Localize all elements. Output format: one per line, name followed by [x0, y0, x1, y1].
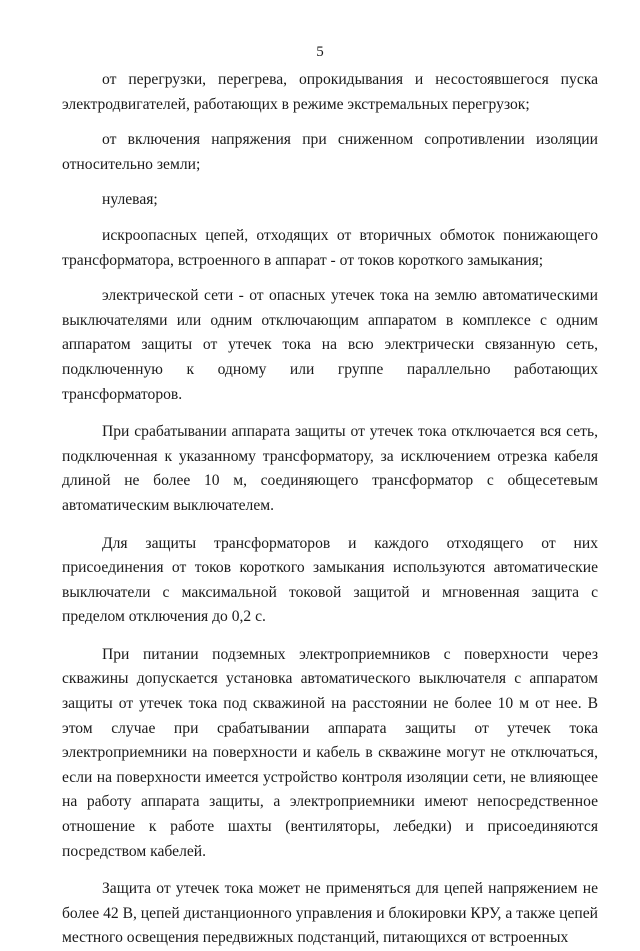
- paragraph-zero-protection: нулевая;: [102, 191, 158, 209]
- paragraph-overload-protection: от перегрузки, перегрева, опрокидывания и несостоявшегося пуска электродвигателей, работающих в режиме экстремальных перегрузок;: [62, 71, 598, 113]
- paragraph-network-disconnect: При срабатывании аппарата защиты от утечек тока отключается вся сеть, подключенная к указанному трансформатору, за исключением отрезка кабеля длиной не более 10 м, соединяющего трансформатор с общесетевым автоматическим выключателем.: [62, 423, 598, 514]
- paragraph-transformer-protection: Для защиты трансформаторов и каждого отходящего от них присоединения от токов короткого замыкания используются автоматические выключатели с максимальной токовой защитой и мгновенная защита с пределом отключения до 0,2 с.: [62, 534, 598, 626]
- paragraph-network-leakage: электрической сети - от опасных утечек тока на землю автоматическими выключателями или одним отключающим аппаратом в комплексе с одним аппаратом защиты от утечек тока на всю электрически связанную сеть, подключенную к одному или группе параллельно работающих трансформаторов.: [62, 287, 598, 403]
- paragraph-borehole-supply: При питании подземных электроприемников с поверхности через скважины допускается установка автоматического выключателя с аппаратом защиты от утечек тока под скважиной на расстоянии не более 10 м от нее. В этом случае при срабатывании аппарата защиты от утечек тока электроприемники на поверхности и кабель в скважине могут не отключаться, если на поверхности имеется устройство контроля изоляции сети, не влияющее на работу аппарата защиты, а электроприемники имеют непосредственное отношение к работе шахты (вентиляторы, лебедки) и присоединяются посредством кабелей.: [62, 645, 598, 860]
- paragraph-intrinsically-safe-circuits: искроопасных цепей, отходящих от вторичных обмоток понижающего трансформатора, встроенного в аппарат - от токов короткого замыкания;: [62, 226, 598, 269]
- paragraph-insulation-protection: от включения напряжения при сниженном сопротивлении изоляции относительно земли;: [62, 131, 598, 173]
- page-number: 5: [316, 44, 324, 60]
- paragraph-leakage-exemptions: Защита от утечек тока может не применяться для цепей напряжением не более 42 В, цепей дистанционного управления и блокировки КРУ, а также цепей местного освещения передвижных подстанций, питающихся от встроенных: [62, 880, 598, 947]
- body-text: [62, 68, 598, 951]
